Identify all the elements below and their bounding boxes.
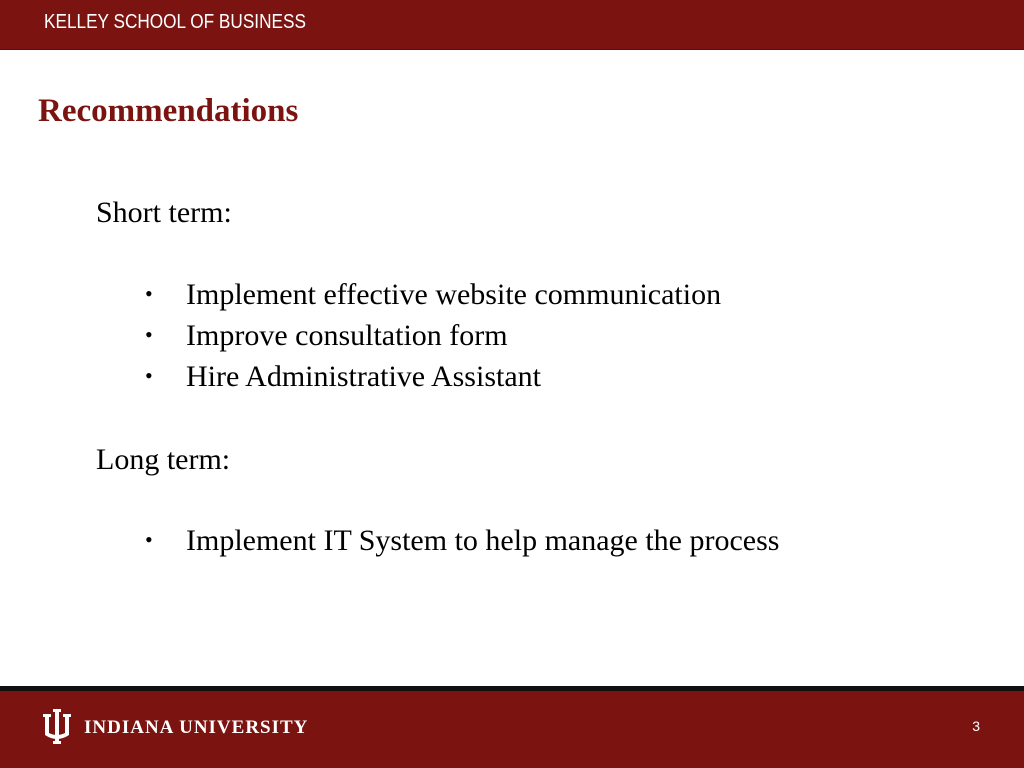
bullet-icon: •: [145, 527, 153, 552]
footer-university-name: INDIANA UNIVERSITY: [84, 717, 309, 738]
page-number: 3: [972, 718, 980, 734]
list-item: [145, 360, 541, 394]
bullet-icon: •: [145, 322, 153, 347]
list-item: [145, 278, 721, 312]
slide-title: Recommendations: [38, 93, 299, 129]
bullet-text: Implement IT System to help manage the process: [186, 524, 780, 557]
list-item: [145, 319, 508, 353]
short-term-heading: Short term:: [96, 196, 232, 229]
iu-trident-icon: [41, 709, 73, 749]
header-bar: [0, 0, 1024, 50]
list-item: [145, 524, 779, 558]
bullet-text: Improve consultation form: [186, 319, 508, 352]
header-school-name: KELLEY SCHOOL OF BUSINESS: [44, 11, 306, 33]
bullet-text: Hire Administrative Assistant: [186, 360, 541, 393]
bullet-icon: •: [145, 363, 153, 388]
long-term-heading: Long term:: [96, 443, 231, 476]
bullet-text: Implement effective website communication: [186, 278, 722, 311]
bullet-icon: •: [145, 281, 153, 306]
